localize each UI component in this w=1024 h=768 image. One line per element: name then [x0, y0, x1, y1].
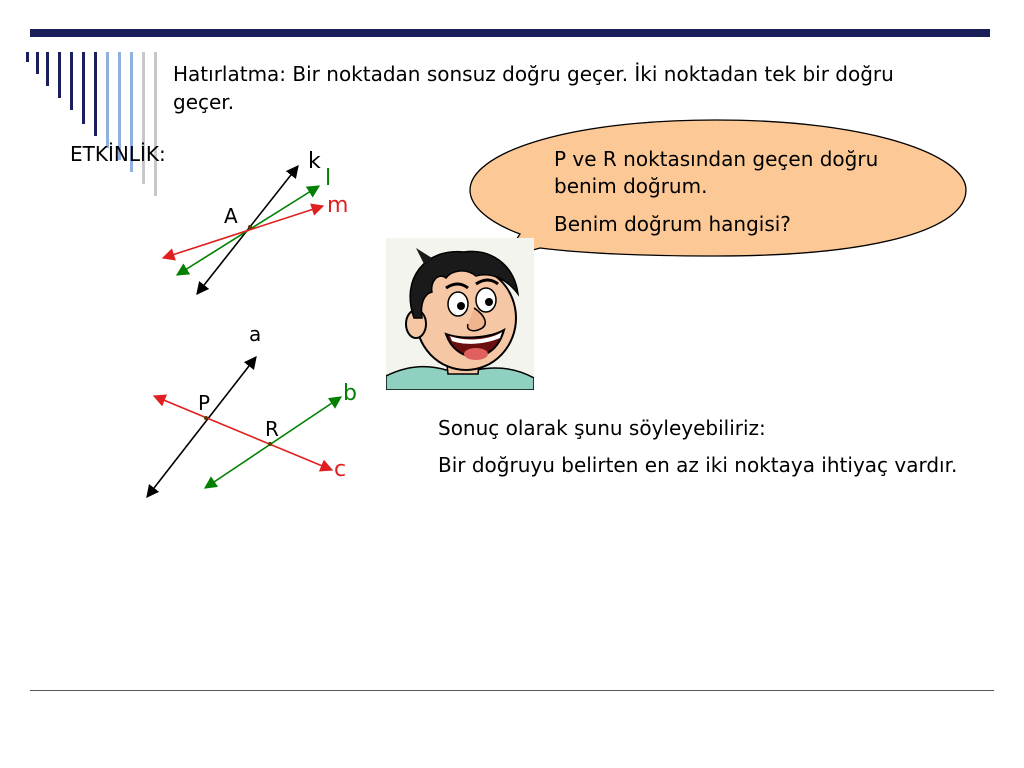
label-b: b	[343, 381, 357, 406]
label-k: k	[308, 149, 321, 174]
figure-1	[163, 166, 323, 294]
figure-2	[147, 357, 341, 497]
bubble-line-1: P ve R noktasından geçen doğru benim doğrum.	[554, 147, 879, 198]
label-point-a: A	[224, 204, 238, 228]
conclusion-line-1: Sonuç olarak şunu söyleyebiliriz:	[438, 416, 766, 440]
bottom-rule	[30, 690, 994, 691]
line-a	[147, 357, 256, 497]
label-a: a	[249, 322, 262, 346]
line-m	[163, 206, 323, 258]
point-a	[248, 225, 252, 229]
activity-label: ETKİNLİK:	[70, 142, 166, 166]
bubble-line-2: Benim doğrum hangisi?	[554, 212, 791, 236]
speech-bubble-text	[554, 146, 894, 249]
line-b	[205, 397, 341, 488]
label-m: m	[327, 193, 349, 218]
point-p	[204, 416, 208, 420]
conclusion-text	[438, 414, 978, 488]
label-point-r: R	[265, 417, 279, 441]
conclusion-line-2: Bir doğruyu belirten en az iki noktaya ihtiyaç vardır.	[438, 453, 958, 477]
label-point-p: P	[198, 391, 211, 415]
label-c: c	[334, 457, 347, 482]
line-c	[154, 396, 332, 470]
reminder-text: Hatırlatma: Bir noktadan sonsuz doğru geçer. İki noktadan tek bir doğru geçer.	[173, 62, 894, 114]
label-l: l	[325, 166, 332, 191]
point-r	[268, 442, 272, 446]
cartoon-face-icon	[386, 238, 534, 390]
